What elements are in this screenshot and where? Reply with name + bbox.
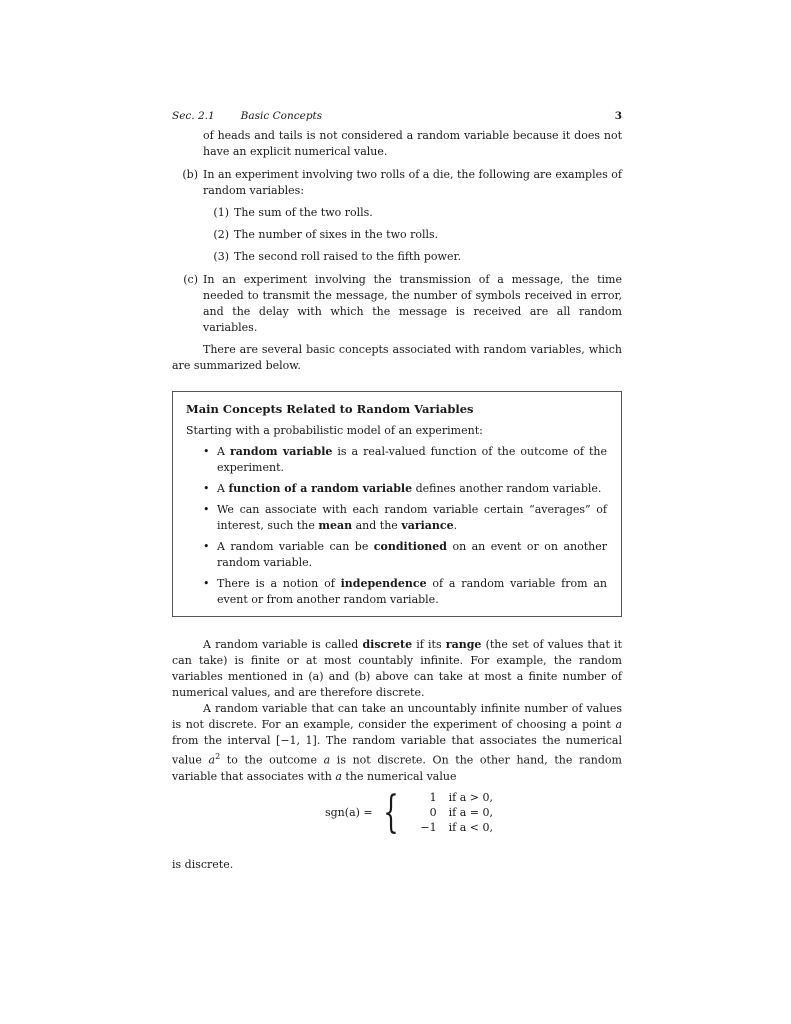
page xyxy=(172,108,622,873)
sub-item-text: The number of sixes in the two rolls. xyxy=(234,228,439,241)
bullet-icon: • xyxy=(203,577,210,590)
page-number: 3 xyxy=(614,110,622,122)
sub-item-label: (3) xyxy=(213,250,229,263)
section-title: Basic Concepts xyxy=(240,110,323,122)
bullet-item xyxy=(186,444,607,476)
sub-item-text: The second roll raised to the fifth power. xyxy=(234,250,462,263)
item-a-continuation: of heads and tails is not considered a random variable because it does not have an explicit numerical value. xyxy=(203,129,622,158)
bullet-item xyxy=(186,539,607,571)
section-number: Sec. 2.1 xyxy=(172,110,215,122)
sub-item-3 xyxy=(172,249,622,265)
sign-function-formula xyxy=(325,786,622,838)
bullet-icon: • xyxy=(203,540,210,553)
box-title: Main Concepts Related to Random Variables xyxy=(186,402,474,416)
running-header xyxy=(172,108,622,128)
bullet-text: A function of a random variable defines another random variable. xyxy=(217,482,602,495)
bullet-item xyxy=(186,576,607,608)
discrete-paragraph: A random variable is called discrete if its range (the set of values that it can take) is finite or at most countably infinite. For example, the random variables mentioned in (a) and (b) above can take at most a finite number of numerical values, and are therefore discrete. xyxy=(172,638,622,699)
formula-case: 1 if a > 0, xyxy=(429,791,493,805)
list-item-c xyxy=(172,272,622,336)
sub-item-label: (2) xyxy=(213,228,229,241)
bullet-text: A random variable is a real-valued function of the outcome of the experiment. xyxy=(217,445,607,474)
item-label: (b) xyxy=(182,168,198,181)
list-item-b xyxy=(172,167,622,199)
sub-item-2 xyxy=(172,227,622,243)
bullet-item xyxy=(186,481,607,497)
formula-case: −1 if a < 0, xyxy=(420,821,493,835)
sub-item-1 xyxy=(172,205,622,221)
left-brace: { xyxy=(382,786,399,838)
item-text: In an experiment involving two rolls of a die, the following are examples of random variables: xyxy=(203,168,622,197)
sub-item-text: The sum of the two rolls. xyxy=(234,206,373,219)
bullet-icon: • xyxy=(203,503,210,516)
item-label: (c) xyxy=(183,273,198,286)
header-left xyxy=(172,108,322,128)
uncountable-paragraph: A random variable that can take an uncountably infinite number of values is not discrete. For an example, consider the experiment of choosing a point a from the interval [−1, 1]. The random variable that associates the numerical value $a^2$ to the outcome a is not discrete. On the other hand, the random variable that associates with a the numerical value xyxy=(172,702,622,783)
box-intro: Starting with a probabilistic model of an experiment: xyxy=(186,424,483,437)
bullet-text: There is a notion of independence of a random variable from an event or from another random variable. xyxy=(217,577,607,606)
bullet-icon: • xyxy=(203,482,210,495)
formula-case: 0 if a = 0, xyxy=(429,806,493,820)
formula-cases xyxy=(411,790,493,835)
concepts-box xyxy=(172,391,622,617)
item-text: In an experiment involving the transmission of a message, the time needed to transmit the message, the number of symbols received in error, and the delay with which the message is received are all random variables. xyxy=(203,273,622,334)
bullet-text: A random variable can be conditioned on an event or on another random variable. xyxy=(217,540,607,569)
sub-item-label: (1) xyxy=(213,206,229,219)
summary-paragraph: There are several basic concepts associated with random variables, which are summarized below. xyxy=(172,343,622,372)
bullet-icon: • xyxy=(203,445,210,458)
formula-lhs: sgn(a) = xyxy=(325,805,373,819)
bullet-item xyxy=(186,502,607,534)
closing-text: is discrete. xyxy=(172,857,234,871)
bullet-text: We can associate with each random variable certain “averages” of interest, such the mean and the variance. xyxy=(217,503,607,532)
